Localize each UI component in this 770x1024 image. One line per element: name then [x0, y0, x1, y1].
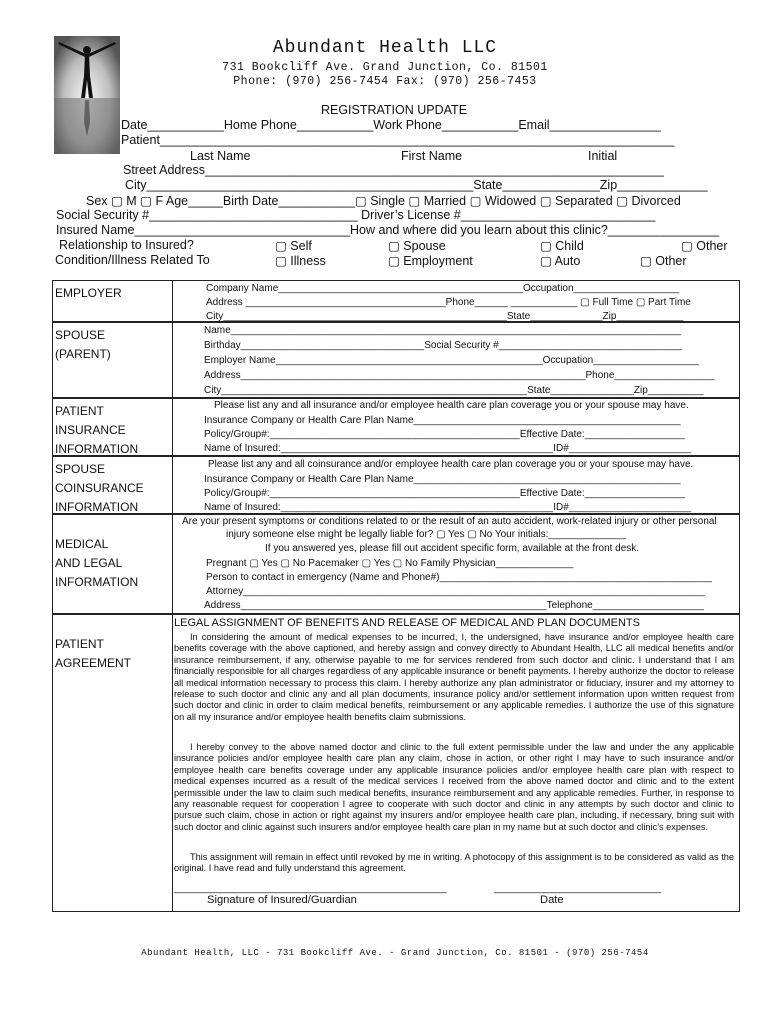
initial-label: Initial — [588, 149, 618, 163]
date-label: Date — [540, 894, 564, 906]
page-footer: Abundant Health, LLC - 731 Bookcliff Ave. - Grand Junction, Co. 81501 - (970) 256-7454 — [141, 948, 649, 958]
spouse-city-line[interactable]: City_______________________________________________________State_______________Zip__________ — [204, 385, 704, 396]
ssn-license-line[interactable]: Social Security #______________________________ Driver’s License #____________________________ — [56, 208, 656, 222]
accident-question-line2[interactable]: injury someone else might be legally liable for? ▢ Yes ▢ No Your initials:______________ — [226, 529, 627, 540]
city-state-zip-line[interactable]: City_______________________________________________State______________Zip_____________ — [125, 178, 708, 192]
spouse-name-line[interactable]: Name_________________________________________________________________________________ — [204, 325, 682, 336]
spouse-coins-policy-line[interactable]: Policy/Group#:_____________________________________________Effective Date:__________________ — [204, 488, 685, 499]
employer-company-line[interactable]: Company Name____________________________________________Occupation___________________ — [206, 283, 680, 294]
emergency-contact-line[interactable]: Person to contact in emergency (Name and Phone#)_________________________________________________ — [206, 572, 712, 583]
label-column-divider — [172, 280, 173, 912]
cond-illness-checkbox[interactable]: ▢ Illness — [275, 254, 326, 268]
clinic-name: Abundant Health LLC — [272, 38, 498, 58]
agreement-paragraph-3: This assignment will remain in effect until revoked by me in writing. A photocopy of this assignment is to be considered as valid as the original. I have read and fully understand this agreement. — [174, 852, 734, 874]
last-name-label: Last Name — [190, 149, 251, 163]
patient-line[interactable]: Patient__________________________________________________________________________ — [121, 133, 675, 147]
accident-question-line1: Are your present symptoms or conditions related to or the result of an auto accident, work-related injury or other personal — [182, 516, 717, 527]
employer-address-line[interactable]: Address ____________________________________Phone______ ____________ ▢ Full Time ▢ Part Time — [206, 297, 691, 308]
spouse-employer-line[interactable]: Employer Name________________________________________________Occupation___________________ — [204, 355, 699, 366]
form-title: REGISTRATION UPDATE — [320, 103, 468, 117]
signature-line[interactable]: _________________________________________________ — [174, 883, 447, 894]
patient-insured-id-line[interactable]: Name of Insured:_________________________________________________ID#______________________ — [204, 443, 692, 454]
agreement-heading: LEGAL ASSIGNMENT OF BENEFITS AND RELEASE OF MEDICAL AND PLAN DOCUMENTS — [174, 617, 640, 629]
medical-legal-label: MEDICAL AND LEGAL INFORMATION — [55, 537, 139, 589]
patient-insurance-company-line[interactable]: Insurance Company or Health Care Plan Name________________________________________________ — [204, 415, 681, 426]
pregnant-pacemaker-line[interactable]: Pregnant ▢ Yes ▢ No Pacemaker ▢ Yes ▢ No Family Physician______________ — [206, 558, 574, 569]
patient-policy-line[interactable]: Policy/Group#:_____________________________________________Effective Date:__________________ — [204, 429, 685, 440]
first-name-label: First Name — [401, 149, 463, 163]
rel-other-checkbox[interactable]: ▢ Other — [681, 239, 728, 253]
date-phone-email-line[interactable]: Date___________Home Phone___________Work Phone___________Email________________ — [121, 118, 661, 132]
agreement-label: PATIENT AGREEMENT — [55, 637, 132, 670]
attorney-address-line[interactable]: Address_______________________________________________________Telephone____________________ — [204, 600, 704, 611]
spouse-birthday-ssn-line[interactable]: Birthday_________________________________Social Security #_________________________________ — [204, 340, 683, 351]
attorney-line[interactable]: Attorney___________________________________________________________________________________ — [206, 586, 705, 597]
agreement-paragraph-2: I hereby convey to the above named doctor and clinic to the full extent permissible under the law and under the any applicable insurance policies and/or employee health care plan any claim, chose in action, or other right I may have to such insurance and/or employee health care benefits coverage under any applicable insurance policies and/or employee health care plan with respect to medical expenses incurred as a result of the medical services I received from the above named doctor and clinic and to the extent permissible under the law to claim such medical benefits, insurance reimbursement and any applicable remedies. Further, in response to any reasonable request for cooperation I agree to cooperate with such doctor and clinic in any attempts by such doctor and clinic to pursue such claim, chose in action or right against my insurers and/or employee health care plan, including, if necessary, bring suit with such doctor and clinic against such insurers and/or employee health care plan in my name but at such doctor and clinic’s expenses. — [174, 742, 734, 832]
spouse-coinsurance-label: SPOUSE COINSURANCE INFORMATION — [55, 462, 144, 514]
sex-age-marital-line[interactable]: Sex ▢ M ▢ F Age_____Birth Date___________▢ Single ▢ Married ▢ Widowed ▢ Separated ▢ Divorced — [86, 194, 681, 208]
spouse-address-line[interactable]: Address______________________________________________________________Phone__________________ — [204, 370, 715, 381]
patient-insurance-intro: Please list any and all insurance and/or employee health care plan coverage you or your spouse may have. — [214, 400, 689, 411]
patient-insurance-label: PATIENT INSURANCE INFORMATION — [55, 404, 139, 456]
date-signature-line[interactable]: ______________________________ — [494, 883, 661, 894]
clinic-phone: Phone: (970) 256-7454 Fax: (970) 256-7453 — [233, 75, 537, 88]
spouse-section-label: SPOUSE (PARENT) — [55, 328, 111, 361]
clinic-address: 731 Bookcliff Ave. Grand Junction, Co. 81501 — [222, 61, 548, 74]
relationship-label: Relationship to Insured? — [59, 238, 194, 252]
signature-label: Signature of Insured/Guardian — [207, 894, 357, 906]
cond-auto-checkbox[interactable]: ▢ Auto — [540, 254, 581, 268]
employer-city-line[interactable]: City___________________________________________________State_____________Zip____________ — [206, 311, 684, 322]
employer-label-text: EMPLOYER — [55, 286, 122, 300]
condition-label: Condition/Illness Related To — [55, 253, 210, 267]
rel-self-checkbox[interactable]: ▢ Self — [275, 239, 312, 253]
employer-section-label — [53, 281, 173, 303]
street-address-line[interactable]: Street Address__________________________________________________________________ — [123, 163, 664, 177]
insured-referral-line[interactable]: Insured Name_______________________________How and where did you learn about this clinic?________________ — [56, 223, 720, 237]
rel-spouse-checkbox[interactable]: ▢ Spouse — [388, 239, 446, 253]
spouse-coins-insured-id-line[interactable]: Name of Insured:_________________________________________________ID#______________________ — [204, 502, 692, 513]
accident-form-note: If you answered yes, please fill out accident specific form, available at the front desk. — [265, 543, 640, 554]
rel-child-checkbox[interactable]: ▢ Child — [540, 239, 584, 253]
spouse-coinsurance-intro: Please list any and all coinsurance and/or employee health care plan coverage you or your spouse may have. — [208, 459, 694, 470]
spouse-coins-company-line[interactable]: Insurance Company or Health Care Plan Name________________________________________________ — [204, 474, 681, 485]
cond-other-checkbox[interactable]: ▢ Other — [640, 254, 687, 268]
agreement-paragraph-1: In considering the amount of medical expenses to be incurred, I, the undersigned, have insurance and/or employee health care benefits coverage with the above captioned, and hereby assign and convey directly to Abundant Health, LLC all medical benefits and/or insurance reimbursement, if any, otherwise payable to me for services rendered from such doctor and clinic. I understand that I am financially responsible for all charges regardless of any applicable insurance or benefit payments. I hereby authorize the doctor to release all medical information necessary to process this claim. I hereby authorize any plan administrator or fiduciary, insurer and my attorney to release to such doctor and clinic any and all plan documents, insurance policy and/or settlement information upon written request from such doctor and clinic in order to claim medical benefits, reimbursement or any applicable remedies. I authorize the use of this signature on all my insurance and/or employee health benefits claim submissions. — [174, 632, 734, 722]
cond-employment-checkbox[interactable]: ▢ Employment — [388, 254, 473, 268]
